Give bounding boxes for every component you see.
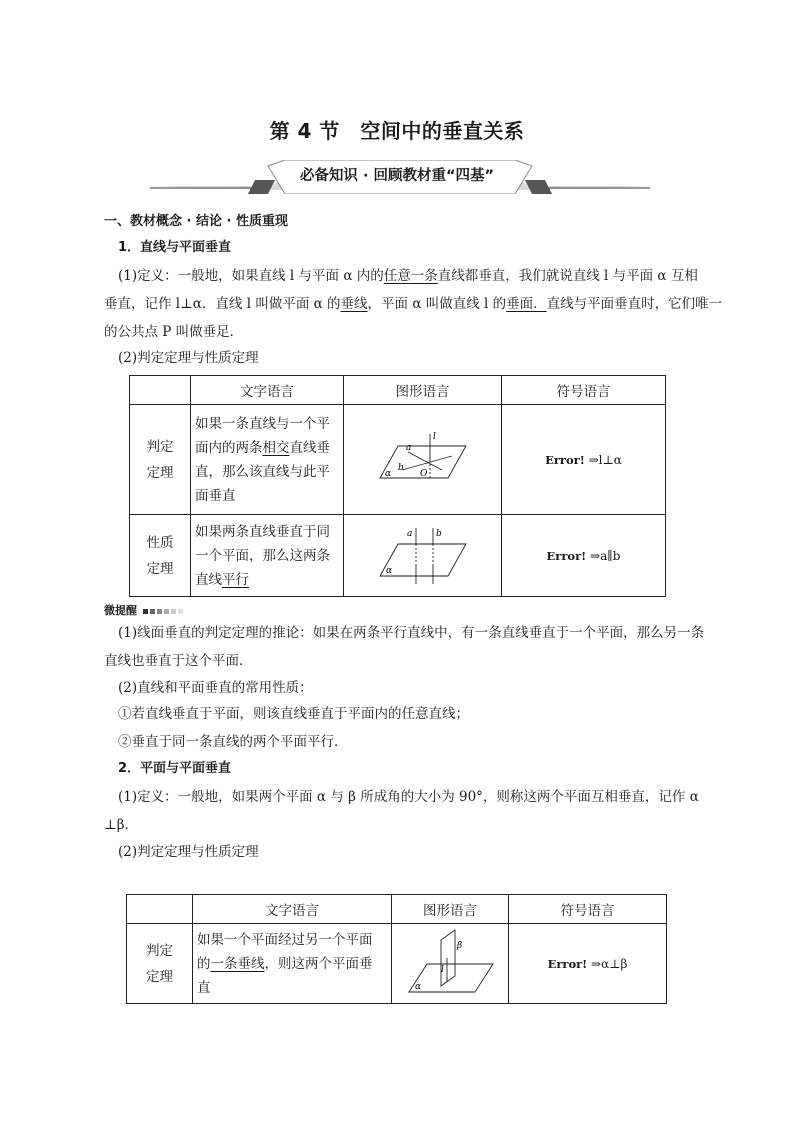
section-heading: 一、教材概念 · 结论 · 性质重现 bbox=[104, 214, 288, 229]
label-l: l bbox=[432, 432, 436, 442]
label-b: b bbox=[435, 528, 442, 539]
label-b: b bbox=[397, 463, 404, 473]
label-beta: β bbox=[457, 940, 463, 951]
cell-text: 面垂直 bbox=[195, 487, 236, 504]
paragraph-line: 的公共点 P 叫做垂足． bbox=[104, 324, 244, 340]
symbol-cell bbox=[502, 405, 666, 515]
label-O: O bbox=[419, 469, 427, 479]
cell-text: 如果两条直线垂直于同 bbox=[195, 523, 330, 540]
label-alpha: α bbox=[385, 565, 392, 576]
text: 直线垂 bbox=[289, 439, 330, 456]
table-header: 符号语言 bbox=[502, 376, 666, 405]
paragraph-line: (1)定义：一般地，如果两个平面 α 与 β 所成角的大小为 90°，则称这两个平面互相垂直，记作 α bbox=[118, 789, 699, 805]
table-header: 文字语言 bbox=[191, 376, 344, 405]
cell-text bbox=[195, 436, 339, 460]
cell-text: 如果一条直线与一个平 bbox=[195, 415, 330, 432]
text: ，平面 α 叫做直线 l 的 bbox=[367, 296, 507, 312]
underlined-text: 垂面． bbox=[506, 296, 547, 312]
note-line: (1)线面垂直的判定定理的推论：如果在两条平行直线中，有一条直线垂直于一个平面，那么另一条 bbox=[118, 625, 705, 641]
symbol-cell bbox=[502, 515, 666, 597]
note-line: ②垂直于同一条直线的两个平面平行． bbox=[118, 734, 348, 750]
theorem-table-2 bbox=[126, 894, 667, 1004]
row-label bbox=[127, 924, 193, 1004]
note-line: 直线也垂直于这个平面． bbox=[104, 653, 253, 669]
text: 面内的两条 bbox=[195, 439, 263, 456]
note-label bbox=[104, 602, 183, 618]
paragraph-line: (2)判定定理与性质定理 bbox=[118, 350, 259, 366]
cell-text: 如果一个平面经过另一个平面 bbox=[197, 931, 373, 948]
label-a: a bbox=[405, 443, 411, 453]
label-text: 判定 bbox=[146, 438, 174, 455]
paragraph-line bbox=[104, 291, 723, 317]
paragraph-line: (2)判定定理与性质定理 bbox=[118, 844, 259, 860]
figure-cell bbox=[344, 405, 502, 515]
text: 的 bbox=[197, 955, 211, 972]
decor-square bbox=[157, 609, 162, 614]
decor-square bbox=[171, 609, 176, 614]
decor-square bbox=[164, 609, 169, 614]
parallel-lines-figure bbox=[378, 524, 468, 584]
symbol-text: ⇒a∥b bbox=[586, 548, 621, 563]
table-header-empty bbox=[127, 895, 193, 924]
text: 直线与平面垂直时，它们唯一 bbox=[546, 296, 723, 312]
note-label-text: 微提醒 bbox=[104, 604, 137, 617]
symbol-text: ⇒l⊥α bbox=[584, 452, 622, 467]
symbol-cell bbox=[509, 924, 667, 1004]
decor-square bbox=[143, 609, 148, 614]
text: ，则这两个平面垂 bbox=[264, 955, 373, 972]
decor-square bbox=[150, 609, 155, 614]
underlined-text: 相交 bbox=[262, 439, 290, 456]
table-header: 符号语言 bbox=[509, 895, 667, 924]
note-line: (2)直线和平面垂直的常用性质： bbox=[118, 680, 313, 696]
error-text: Error! bbox=[545, 452, 585, 467]
text: 直线都垂直，我们就说直线 l 与平面 α 互相 bbox=[437, 268, 698, 284]
label-alpha: α bbox=[415, 981, 422, 992]
line-plane-perpendicular-figure bbox=[378, 430, 468, 485]
error-text: Error! bbox=[546, 548, 587, 563]
plane-plane-perpendicular-figure bbox=[405, 928, 495, 996]
label-a: a bbox=[406, 528, 412, 539]
figure-cell bbox=[392, 924, 509, 1004]
text-language-cell bbox=[191, 405, 344, 515]
section-banner-text: 必备知识 · 回顾教材重“四基” bbox=[299, 168, 495, 184]
label-l: l bbox=[441, 964, 444, 975]
subsection-heading: 2．平面与平面垂直 bbox=[118, 761, 232, 776]
text: 直线 bbox=[195, 571, 222, 588]
cell-text bbox=[197, 952, 387, 976]
symbol-text: ⇒α⊥β bbox=[587, 956, 628, 971]
subsection-heading: 1．直线与平面垂直 bbox=[118, 240, 232, 255]
text-language-cell bbox=[193, 924, 392, 1004]
underlined-text: 垂线 bbox=[340, 296, 368, 312]
cell-text: 直 bbox=[197, 979, 211, 996]
theorem-table-1 bbox=[129, 375, 666, 597]
text-language-cell bbox=[191, 515, 344, 597]
text: 垂直，记作 l⊥α．直线 l 叫做平面 α 的 bbox=[104, 296, 341, 312]
underlined-text: 平行 bbox=[222, 571, 249, 588]
table-header: 文字语言 bbox=[193, 895, 392, 924]
decor-square bbox=[178, 609, 183, 614]
error-text: Error! bbox=[547, 956, 588, 971]
page-title: 第 4 节 空间中的垂直关系 bbox=[269, 119, 525, 143]
text: (1)定义：一般地，如果直线 l 与平面 α 内的 bbox=[118, 268, 384, 284]
figure-cell bbox=[344, 515, 502, 597]
note-line: ①若直线垂直于平面，则该直线垂直于平面内的任意直线； bbox=[118, 706, 469, 722]
cell-text bbox=[195, 568, 339, 592]
underlined-text: 一条垂线 bbox=[210, 955, 265, 972]
cell-text: 直，那么该直线与此平 bbox=[195, 463, 330, 480]
table-header: 图形语言 bbox=[344, 376, 502, 405]
row-label bbox=[130, 515, 191, 597]
label-text: 判定 bbox=[146, 942, 173, 959]
label-text: 定理 bbox=[146, 464, 174, 481]
paragraph-line: ⊥β． bbox=[104, 817, 139, 833]
underlined-text: 任意一条 bbox=[383, 268, 438, 284]
table-header-empty bbox=[130, 376, 191, 405]
row-label bbox=[130, 405, 191, 515]
paragraph-line bbox=[118, 263, 718, 289]
table-header: 图形语言 bbox=[392, 895, 509, 924]
cell-text: 一个平面，那么这两条 bbox=[195, 547, 330, 564]
label-text: 性质 bbox=[146, 534, 174, 551]
label-text: 定理 bbox=[146, 560, 174, 577]
label-text: 定理 bbox=[146, 968, 173, 985]
label-alpha: α bbox=[384, 469, 391, 479]
